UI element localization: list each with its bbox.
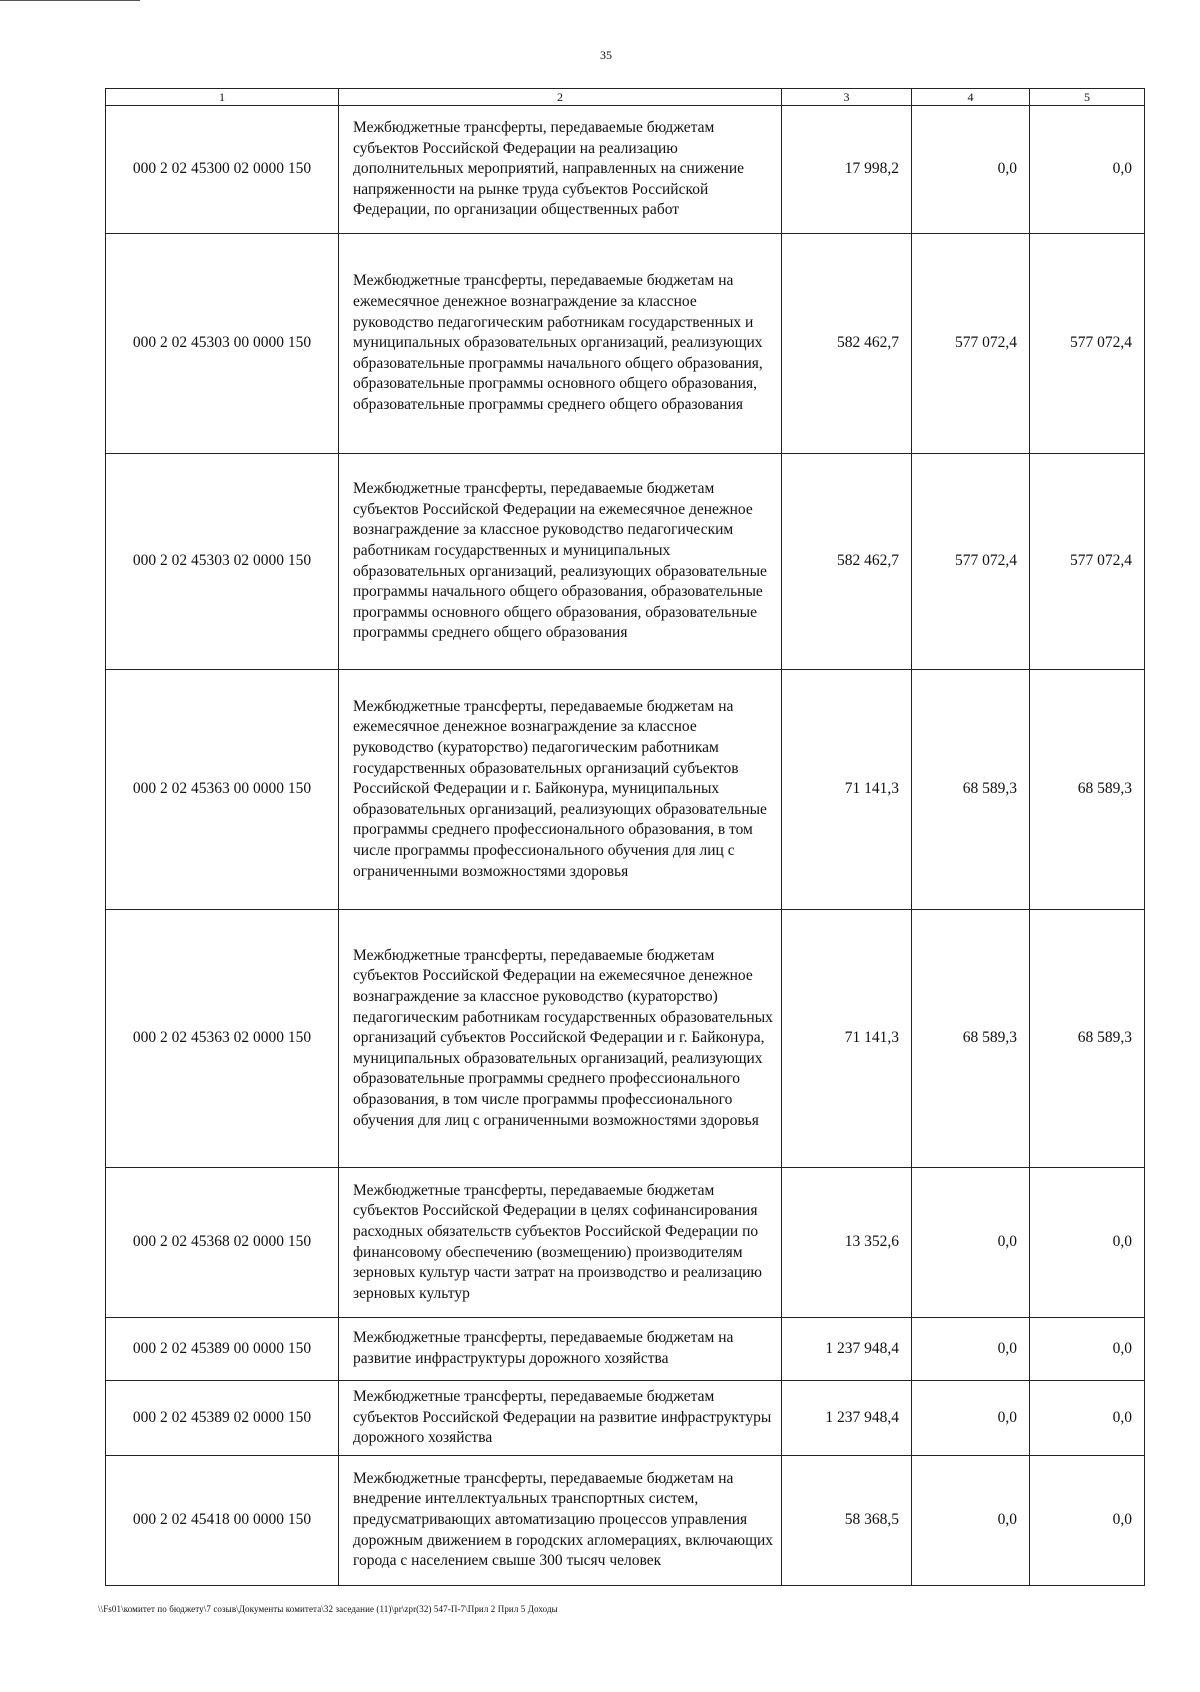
- table-row: [106, 1168, 1145, 1318]
- revenue-name: Межбюджетные трансферты, передаваемые бюджетам субъектов Российской Федерации на ежемесячное денежное вознаграждение за классное руководство педагогическим работникам государственных и муниципальных образовательных организаций, реализующих образовательные программы начального общего образования, образовательные программы основного общего образования, образовательные программы среднего общего образования: [339, 454, 782, 670]
- page-number: 35: [600, 48, 612, 62]
- amount-column-5: 0,0: [1030, 1381, 1145, 1456]
- revenue-name: Межбюджетные трансферты, передаваемые бюджетам на ежемесячное денежное вознаграждение за классное руководство (кураторство) педагогическим работникам государственных образовательных организаций субъектов Российской Федерации и г. Байконура, муниципальных образовательных организаций, реализующих образовательные программы среднего профессионального образования, в том числе программы профессионального обучения для лиц с ограниченными возможностями здоровья: [339, 670, 782, 910]
- amount-column-3: 13 352,6: [782, 1168, 912, 1318]
- column-number: 5: [1030, 89, 1145, 106]
- amount-column-5: 577 072,4: [1030, 454, 1145, 670]
- column-number-row: [106, 89, 1145, 106]
- column-number: 2: [339, 89, 782, 106]
- table-row: [106, 106, 1145, 234]
- table-row: [106, 670, 1145, 910]
- amount-column-4: 0,0: [912, 106, 1030, 234]
- revenue-name: Межбюджетные трансферты, передаваемые бюджетам субъектов Российской Федерации на реализацию дополнительных мероприятий, направленных на снижение напряженности на рынке труда субъектов Российской Федерации, по организации общественных работ: [339, 106, 782, 234]
- budget-code: 000 2 02 45303 02 0000 150: [106, 454, 339, 670]
- amount-column-3: 1 237 948,4: [782, 1318, 912, 1381]
- budget-code: 000 2 02 45418 00 0000 150: [106, 1455, 339, 1585]
- amount-column-3: 17 998,2: [782, 106, 912, 234]
- amount-column-5: 0,0: [1030, 1318, 1145, 1381]
- amount-column-4: 0,0: [912, 1168, 1030, 1318]
- budget-code: 000 2 02 45363 00 0000 150: [106, 670, 339, 910]
- budget-code: 000 2 02 45389 00 0000 150: [106, 1318, 339, 1381]
- amount-column-3: 58 368,5: [782, 1455, 912, 1585]
- amount-column-3: 1 237 948,4: [782, 1381, 912, 1456]
- revenue-name: Межбюджетные трансферты, передаваемые бюджетам на внедрение интеллектуальных транспортных систем, предусматривающих автоматизацию процессов управления дорожным движением в городских агломерациях, включающих города с населением свыше 300 тысяч человек: [339, 1455, 782, 1585]
- amount-column-5: 68 589,3: [1030, 670, 1145, 910]
- table-row: [106, 1455, 1145, 1585]
- amount-column-4: 0,0: [912, 1455, 1030, 1585]
- revenue-name: Межбюджетные трансферты, передаваемые бюджетам на развитие инфраструктуры дорожного хозяйства: [339, 1318, 782, 1381]
- amount-column-5: 577 072,4: [1030, 234, 1145, 454]
- revenue-table: [105, 88, 1145, 1586]
- budget-code: 000 2 02 45389 02 0000 150: [106, 1381, 339, 1456]
- amount-column-5: 0,0: [1030, 1168, 1145, 1318]
- budget-code: 000 2 02 45363 02 0000 150: [106, 910, 339, 1168]
- amount-column-5: 0,0: [1030, 1455, 1145, 1585]
- budget-code: 000 2 02 45300 02 0000 150: [106, 106, 339, 234]
- column-number: 4: [912, 89, 1030, 106]
- column-number: 3: [782, 89, 912, 106]
- scan-artifact-line: [0, 0, 140, 1]
- amount-column-3: 71 141,3: [782, 910, 912, 1168]
- amount-column-3: 582 462,7: [782, 234, 912, 454]
- table-row: [106, 1381, 1145, 1456]
- amount-column-4: 68 589,3: [912, 670, 1030, 910]
- amount-column-4: 0,0: [912, 1381, 1030, 1456]
- amount-column-5: 68 589,3: [1030, 910, 1145, 1168]
- amount-column-4: 577 072,4: [912, 454, 1030, 670]
- budget-code: 000 2 02 45368 02 0000 150: [106, 1168, 339, 1318]
- table-row: [106, 910, 1145, 1168]
- revenue-name: Межбюджетные трансферты, передаваемые бюджетам на ежемесячное денежное вознаграждение за классное руководство педагогическим работникам государственных и муниципальных образовательных организаций, реализующих образовательные программы начального общего образования, образовательные программы основного общего образования, образовательные программы среднего общего образования: [339, 234, 782, 454]
- table-row: [106, 454, 1145, 670]
- column-number: 1: [106, 89, 339, 106]
- amount-column-5: 0,0: [1030, 106, 1145, 234]
- file-path-footer: \\Fs01\комитет по бюджету\7 созыв\Документы комитета\32 заседание (11)\pr\zpr(32) 547-П-7\Прил 2 Прил 5 Доходы: [98, 1604, 558, 1614]
- revenue-name: Межбюджетные трансферты, передаваемые бюджетам субъектов Российской Федерации на ежемесячное денежное вознаграждение за классное руководство (кураторство) педагогическим работникам государственных образовательных организаций субъектов Российской Федерации и г. Байконура, муниципальных образовательных организаций, реализующих образовательные программы среднего профессионального образования, в том числе программы профессионального обучения для лиц с ограниченными возможностями здоровья: [339, 910, 782, 1168]
- amount-column-4: 0,0: [912, 1318, 1030, 1381]
- amount-column-3: 582 462,7: [782, 454, 912, 670]
- table-row: [106, 234, 1145, 454]
- revenue-name: Межбюджетные трансферты, передаваемые бюджетам субъектов Российской Федерации в целях софинансирования расходных обязательств субъектов Российской Федерации по финансовому обеспечению (возмещению) производителям зерновых культур части затрат на производство и реализацию зерновых культур: [339, 1168, 782, 1318]
- amount-column-4: 68 589,3: [912, 910, 1030, 1168]
- revenue-name: Межбюджетные трансферты, передаваемые бюджетам субъектов Российской Федерации на развитие инфраструктуры дорожного хозяйства: [339, 1381, 782, 1456]
- table-row: [106, 1318, 1145, 1381]
- budget-code: 000 2 02 45303 00 0000 150: [106, 234, 339, 454]
- amount-column-4: 577 072,4: [912, 234, 1030, 454]
- amount-column-3: 71 141,3: [782, 670, 912, 910]
